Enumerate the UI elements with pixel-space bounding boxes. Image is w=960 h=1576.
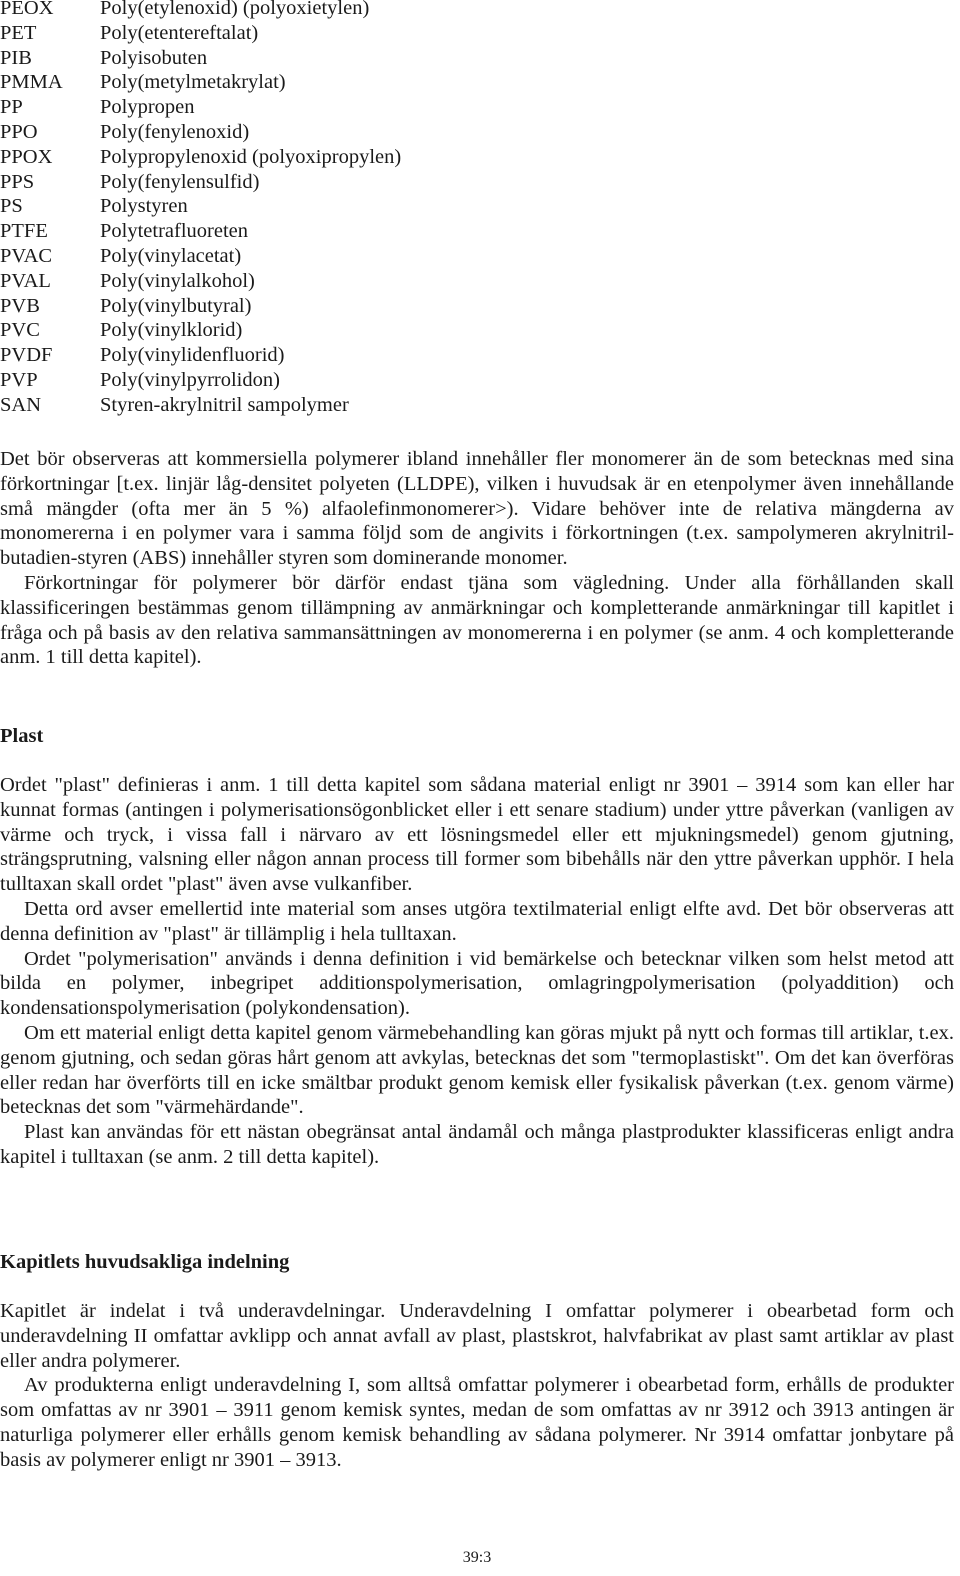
abbreviation-name: Poly(vinylalkohol) <box>100 269 255 292</box>
abbreviation-code: PVB <box>0 294 40 317</box>
abbreviation-code: PET <box>0 21 37 44</box>
abbreviation-code: PVAL <box>0 269 51 292</box>
abbreviation-code: PEOX <box>0 0 54 19</box>
abbreviation-row <box>0 368 700 393</box>
abbreviation-row <box>0 21 700 46</box>
indelning-paragraph-2: Av produkterna enligt underavdelning I, som alltså omfattar polymerer i obearbetad form, erhålls de produkter som omfattas av nr 3901 – 3911 genom kemisk syntes, medan de som omfattas av nr 3912 och 3913 antingen är naturliga polymerer eller erhålls genom kemisk behandling av sådana polymerer. Nr 3914 omfattar jonbytare på basis av polymerer enligt nr 3901 – 3913. <box>0 1374 954 1471</box>
intro-paragraph-1: Det bör observeras att kommersiella polymerer ibland innehåller fler monomerer än de som betecknas med sina förkortningar [t.ex. linjär låg-densitet polyeten (LLDPE), vilken i huvudsak är en etenpolymer även innehållande små mängder (ofta mer än 5 %) alfaolefinmonomerer>). Vidare behöver inte de relativa mängderna av monomererna i en polymer vara i samma följd som de angivits i förkortningen (t.ex. sampolymeren akrylnitril-butadien-styren (ABS) innehåller styren som dominerande monomer. <box>0 448 954 570</box>
abbreviation-code: PS <box>0 195 23 218</box>
abbreviation-name: Poly(etylenoxid) (polyoxietylen) <box>100 0 370 19</box>
abbreviation-code: PIB <box>0 46 32 69</box>
abbreviation-code: PPO <box>0 120 38 143</box>
abbreviation-row <box>0 46 700 71</box>
abbreviation-row <box>0 318 700 343</box>
abbreviation-row <box>0 145 700 170</box>
abbreviation-code: PVDF <box>0 344 53 367</box>
indelning-section <box>0 1299 954 1473</box>
plast-section <box>0 773 954 1170</box>
abbreviation-name: Polypropylenoxid (polyoxipropylen) <box>100 145 402 168</box>
abbreviation-name: Polytetrafluoreten <box>100 220 249 243</box>
abbreviation-name: Poly(metylmetakrylat) <box>100 71 286 94</box>
abbreviation-code: PTFE <box>0 220 48 243</box>
plast-paragraph-4: Om ett material enligt detta kapitel genom värmebehandling kan göras mjukt på nytt och formas till artiklar, t.ex. genom gjutning, och sedan göras hårt genom att avkylas, betecknas det som "termoplastiskt". Om det kan överföras eller redan har överförts till en icke smältbar produkt genom kemisk eller fysikalisk påverkan (t.ex. genom värme) betecknas det som "värmehärdande". <box>0 1021 954 1119</box>
abbreviation-row <box>0 170 700 195</box>
abbreviation-row <box>0 294 700 319</box>
abbreviation-row <box>0 120 700 145</box>
abbreviation-code: PPOX <box>0 145 53 168</box>
abbreviation-row <box>0 70 700 95</box>
abbreviation-row <box>0 269 700 294</box>
abbreviation-name: Polyisobuten <box>100 46 208 69</box>
abbreviation-row <box>0 0 700 21</box>
abbreviation-name: Polypropen <box>100 96 195 119</box>
abbreviation-name: Poly(fenylenoxid) <box>100 120 250 143</box>
plast-paragraph-5: Plast kan användas för ett nästan obegränsat antal ändamål och många plastprodukter klassificeras enligt andra kapitel i tulltaxan (se anm. 2 till detta kapitel). <box>0 1121 954 1168</box>
abbreviation-row <box>0 393 700 418</box>
intro-section <box>0 447 954 670</box>
abbreviation-name: Poly(etentereftalat) <box>100 21 259 44</box>
abbreviation-code: PP <box>0 96 23 119</box>
abbreviation-code: PMMA <box>0 71 63 94</box>
abbreviation-code: PVP <box>0 368 38 391</box>
abbreviation-code: PPS <box>0 170 35 193</box>
plast-paragraph-1: Ordet "plast" definieras i anm. 1 till detta kapitel som sådana material enligt nr 3901 – 3914 som kan eller har kunnat formas (antingen i polymerisationsögonblicket eller i ett senare stadium) under yttre påverkan (vanligen av värme och tryck, i vissa fall i närvaro av ett lösningsmedel eller ett mjukningsmedel) genom gjutning, strängsprutning, valsning eller någon annan process till former som bibehålls när den yttre påverkan upphör. I hela tulltaxan skall ordet "plast" även avse vulkanfiber. <box>0 774 954 896</box>
abbreviation-name: Poly(vinylidenfluorid) <box>100 344 285 367</box>
abbreviation-name: Polystyren <box>100 195 188 218</box>
plast-paragraph-3: Ordet "polymerisation" används i denna definition i vid bemärkelse och betecknar vilken som helst metod att bilda en polymer, inbegripet additionspolymerisation, omlagringpolymerisation (polyaddition) och kondensationspolymerisation (polykondensation). <box>0 947 954 1020</box>
indelning-paragraph-1: Kapitlet är indelat i två underavdelningar. Underavdelning I omfattar polymerer i obearbetad form och underavdelning II omfattar avklipp och annat avfall av plast, plastskrot, halvfabrikat av plast samt artiklar av plast eller andra polymerer. <box>0 1300 954 1372</box>
plast-paragraph-2: Detta ord avser emellertid inte material som anses utgöra textilmaterial enligt elfte avd. Det bör observeras att denna definition av "plast" är tillämplig i hela tulltaxan. <box>0 897 954 945</box>
page-number: 39:3 <box>462 1549 492 1566</box>
abbreviation-name: Poly(fenylensulfid) <box>100 170 260 193</box>
intro-paragraph-2: Förkortningar för polymerer bör därför endast tjäna som vägledning. Under alla förhållanden skall klassificeringen bestämmas genom tillämpning av anmärkningar och kompletterande anmärkningar till kapitlet i fråga och på basis av den relativa sammansättningen av monomererna i en polymer (se anm. 4 och kompletterande anm. 1 till detta kapitel). <box>0 571 954 669</box>
abbreviation-code: PVAC <box>0 244 53 267</box>
abbreviation-code: PVC <box>0 319 40 342</box>
plast-heading: Plast <box>0 725 44 747</box>
abbreviation-code: SAN <box>0 393 42 416</box>
abbreviation-row <box>0 343 700 368</box>
abbreviation-row <box>0 95 700 120</box>
abbreviation-name: Poly(vinylbutyral) <box>100 294 252 317</box>
abbreviation-row <box>0 194 700 219</box>
abbreviation-name: Poly(vinylpyrrolidon) <box>100 368 280 391</box>
abbreviation-name: Poly(vinylacetat) <box>100 244 242 267</box>
abbreviation-row <box>0 244 700 269</box>
abbreviation-name: Poly(vinylklorid) <box>100 319 243 342</box>
abbreviation-name: Styren-akrylnitril sampolymer <box>100 393 349 416</box>
indelning-heading: Kapitlets huvudsakliga indelning <box>0 1251 290 1273</box>
abbreviation-list <box>0 0 700 418</box>
abbreviation-row <box>0 219 700 244</box>
